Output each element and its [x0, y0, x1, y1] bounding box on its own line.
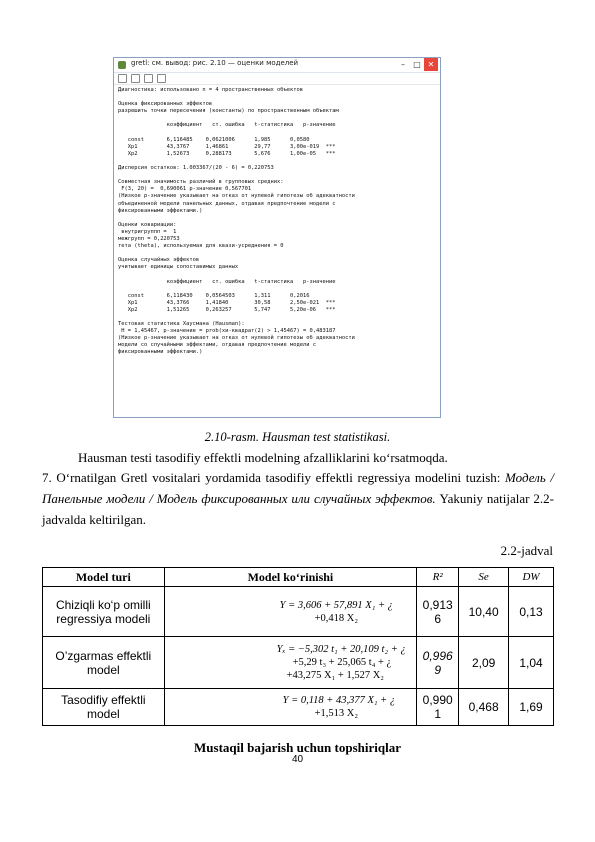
- gretl-app-icon: [118, 61, 126, 69]
- formula-line: +5,29 t₃ + 25,065 t₄ + ¿: [292, 657, 392, 668]
- formula-line: +1,513 X₂: [314, 708, 359, 719]
- header-se: Se: [459, 568, 509, 587]
- minimize-icon[interactable]: –: [401, 60, 405, 69]
- r2-value: 0,990 1: [417, 689, 459, 726]
- header-r2: R²: [417, 568, 459, 587]
- formula-line: Y = 3,606 + 57,891 X₁ + ¿: [279, 599, 393, 611]
- edit-icon[interactable]: [157, 74, 166, 83]
- gretl-output-text: Диагностика: использовано n = 4 пространственных объектов Оценка фиксированных эффектов разрешить точки пересечения (константы) по пространственным объектам коэффициент ст. ошибка t-статистика p-значение const 6,116485 0,0621006 1,985 0,0580 Xp1 43,3767 1,46861 29,77 3,00e-019 *** Xp2 1,52673 0,288173 5,676 1,00e-05 *** Дисперсия остатков: 1.003367/(20 - 6) = 0,220753 Совместная значимость различий в групповых средних: F(3, 20) = 0,690061 р-значение 0,567701 (Низкое р-значение указывает на отказ от нулевой гипотезы об адекватности объединенной модели панельных данных, отдавая предпочтение модели с фиксированными эффектами.) Оценки ковариации: внутригруппп = 1 межгрупп = 0,220753 тета (theta), используемая для квази-усреднения = 0 Оценка случайных эффектов учитывает единицы сопоставимых данных коэффициент ст. ошибка t-статистика p-значение const 6,118430 0,0564503 1,311 0,2016 Xp1 43,3766 1,41840 30,58 2,50e-021 *** Xp2 1,51265 0,263257 5,747 5,20e-06 *** Тестовая статистика Хаусмана (Hausman): H = 1,45467, р-значение = prob(хи-квадрат(2) > 1,45467) = 0,483187 (Низкое р-значение указывает на отказ от нулевой гипотезы об адекватности модели со случайными эффектами, отдавая предпочтение модели с фиксированными эффектами.): [118, 87, 355, 356]
- model-name: Chiziqli ko‘p omilli regressiya modeli: [43, 587, 165, 637]
- table-label: 2.2-jadval: [500, 543, 553, 558]
- r2-value: 0,913 6: [417, 587, 459, 637]
- section-heading: Mustaqil bajarish uchun topshiriqlar: [194, 740, 401, 755]
- copy-icon[interactable]: [144, 74, 153, 83]
- window-controls: [396, 58, 438, 71]
- step7-text-end: Yakuniy natijalar 2.2-jadvalda keltirilgan.: [42, 491, 554, 527]
- close-icon[interactable]: ✕: [424, 58, 438, 71]
- model-formula: [164, 587, 417, 637]
- figure-caption: 2.10-rasm. Hausman test statistikasi.: [204, 430, 391, 444]
- window-toolbar: [114, 73, 440, 85]
- save-icon[interactable]: [118, 74, 127, 83]
- se-value: 2,09: [459, 637, 509, 689]
- model-name: O’zgarmas effektli model: [43, 637, 165, 689]
- results-table: [42, 567, 554, 726]
- page-number: 40: [291, 754, 304, 765]
- table-row: [43, 689, 554, 726]
- formula-line: +43,275 X₁ + 1,527 X₂: [286, 670, 384, 681]
- model-name: Tasodifiy effektli model: [43, 689, 165, 726]
- formula-line: Y = 0,118 + 43,377 X₁ + ¿: [282, 695, 396, 706]
- header-model: Model turi: [43, 568, 165, 587]
- print-icon[interactable]: [131, 74, 140, 83]
- menu-path: Модель / Панельные модели / Модель фиксированных или случайных эффектов.: [42, 470, 554, 506]
- formula-line: Yₓ = −5,302 t₁ + 20,109 t₂ + ¿: [276, 644, 406, 655]
- se-value: 10,40: [459, 587, 509, 637]
- paragraph-hausman: Hausman testi tasodifiy effektli modelning afzalliklarini ko‘rsatmoqda.: [78, 450, 448, 465]
- paragraph-step7: [42, 467, 554, 530]
- maximize-icon[interactable]: □: [413, 60, 421, 69]
- table-row: [43, 587, 554, 637]
- step7-text: 7. O‘rnatilgan Gretl vositalari yordamida tasodifiy effektli regressiya modelini tuzish:: [42, 470, 506, 485]
- dw-value: 1,69: [509, 689, 554, 726]
- se-value: 0,468: [459, 689, 509, 726]
- table-row: [43, 637, 554, 689]
- window-titlebar: [114, 58, 440, 73]
- table-header-row: [43, 568, 554, 587]
- model-formula: [164, 689, 417, 726]
- window-title: gretl: см. вывод: рис. 2.10 — оценки моделей: [131, 59, 299, 67]
- header-formula: Model ko‘rinishi: [164, 568, 417, 587]
- model-formula: [164, 637, 417, 689]
- dw-value: 0,13: [509, 587, 554, 637]
- r2-value: 0,996 9: [417, 637, 459, 689]
- gretl-output-window: [113, 57, 441, 418]
- header-dw: DW: [509, 568, 554, 587]
- dw-value: 1,04: [509, 637, 554, 689]
- formula-line: +0,418 X₂: [314, 612, 359, 624]
